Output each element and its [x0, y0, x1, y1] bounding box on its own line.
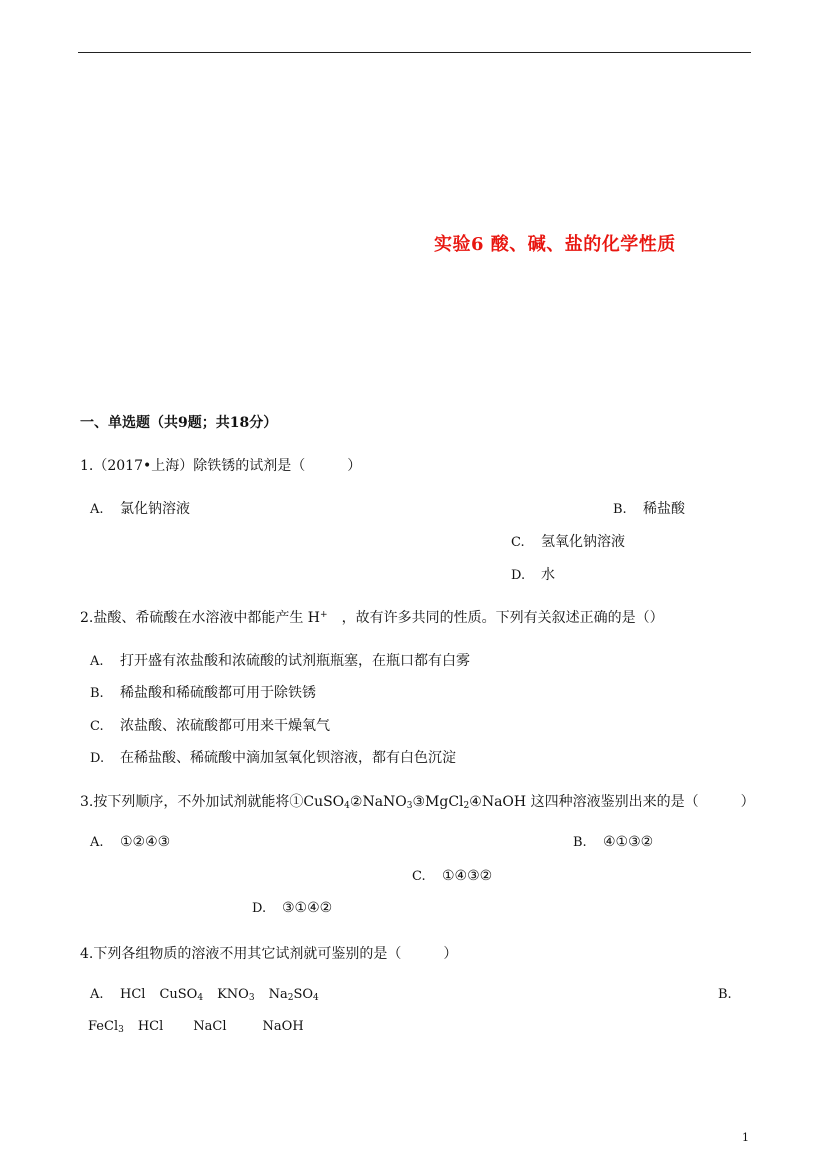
option-text: 浓盐酸、浓硫酸都可用来干燥氧气 [120, 718, 330, 734]
option-label: A. [90, 835, 104, 850]
stem-part: ④NaOH 这四种溶液鉴别出来的是（ ） [469, 794, 755, 810]
subscript: 4 [344, 801, 350, 811]
option-text: ①②④③ [120, 834, 171, 850]
q3-option-b[interactable] [573, 834, 653, 850]
q2-option-a[interactable] [90, 650, 470, 670]
option-label: B. [613, 502, 627, 517]
stem-part: ③MgCl [412, 794, 464, 810]
question-4-stem: 4.下列各组物质的溶液不用其它试剂就可鉴别的是（ ） [80, 946, 458, 962]
q1-option-a[interactable] [90, 498, 190, 518]
formula: CuSO [159, 987, 198, 1002]
formula: SO [293, 987, 314, 1002]
option-label: C. [511, 535, 525, 550]
option-label: B. [573, 835, 587, 850]
option-label: A. [90, 654, 104, 669]
option-label: A. [90, 502, 104, 517]
header-rule [78, 52, 751, 53]
stem-part: 3.按下列顺序，不外加试剂就能将①CuSO [80, 794, 345, 810]
formula: NaOH [262, 1019, 304, 1034]
option-text: ④①③② [603, 834, 654, 850]
option-text: 水 [541, 567, 555, 583]
q1-option-d[interactable] [511, 564, 555, 584]
q3-option-c[interactable] [412, 868, 492, 884]
document-title: 实验6 酸、碱、盐的化学性质 [434, 234, 676, 255]
question-1-stem: 1.（2017•上海）除铁锈的试剂是（ ） [80, 458, 362, 474]
q4-option-b[interactable] [88, 1019, 304, 1035]
option-text: 氯化钠溶液 [120, 501, 190, 517]
stem-part: 2.盐酸、希硫酸在水溶液中都能产生 H [80, 610, 321, 626]
q3-option-a[interactable] [90, 834, 170, 850]
option-label: B. [90, 686, 104, 701]
option-text: 稀盐酸和稀硫酸都可用于除铁锈 [120, 685, 316, 701]
section-heading: 一、单选题（共9题；共18分） [80, 415, 278, 431]
formula: FeCl [88, 1019, 119, 1034]
formula: NaCl [193, 1019, 227, 1034]
formula: Na [268, 987, 288, 1002]
q4-option-a[interactable] [90, 987, 319, 1003]
question-3-stem [80, 791, 755, 811]
subscript: 4 [313, 993, 319, 1003]
option-label: C. [90, 719, 104, 734]
option-text: 打开盛有浓盐酸和浓硫酸的试剂瓶瓶塞，在瓶口都有白雾 [120, 653, 470, 669]
page-number: 1 [742, 1131, 749, 1144]
option-label: A. [90, 987, 104, 1002]
subscript: 2 [287, 993, 294, 1003]
subscript: 4 [197, 993, 204, 1003]
option-text: 在稀盐酸、稀硫酸中滴加氢氧化钡溶液，都有白色沉淀 [120, 750, 456, 766]
formula: HCl [120, 987, 146, 1002]
formula: KNO [217, 987, 249, 1002]
superscript: + [320, 610, 328, 620]
stem-part: ②NaNO [349, 794, 407, 810]
option-label: D. [90, 751, 105, 766]
q2-option-b[interactable] [90, 682, 316, 702]
option-label: D. [511, 568, 526, 583]
option-label: C. [412, 869, 426, 884]
q1-option-b[interactable] [613, 498, 685, 518]
option-text: 稀盐酸 [643, 501, 685, 517]
q1-option-c[interactable] [511, 531, 625, 551]
option-text: ①④③② [442, 868, 493, 884]
q2-option-c[interactable] [90, 715, 330, 735]
stem-part: ，故有许多共同的性质。下列有关叙述正确的是（） [327, 610, 664, 626]
q3-option-d[interactable] [252, 900, 332, 916]
q2-option-d[interactable] [90, 747, 456, 767]
subscript: 3 [406, 801, 413, 811]
subscript: 3 [118, 1025, 124, 1035]
question-2-stem [80, 607, 664, 627]
subscript: 2 [463, 801, 470, 811]
formula: HCl [137, 1019, 164, 1034]
q4-option-b-label[interactable]: B. [718, 987, 732, 1002]
option-label: D. [252, 901, 267, 916]
option-text: 氢氧化钠溶液 [541, 534, 625, 550]
subscript: 3 [248, 993, 255, 1003]
option-text: ③①④② [282, 900, 333, 916]
